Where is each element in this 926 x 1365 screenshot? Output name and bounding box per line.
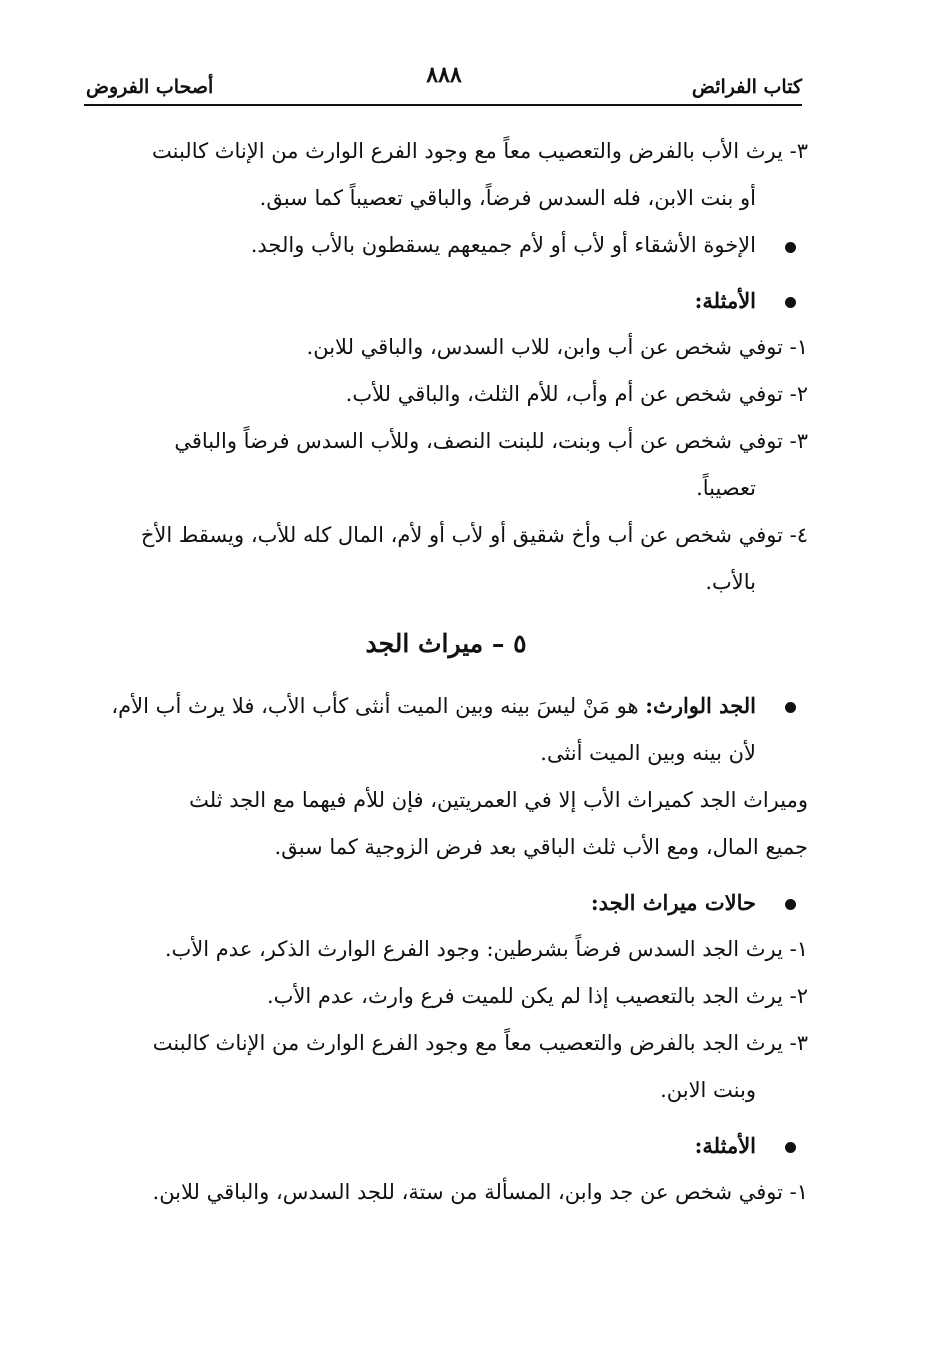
example-2: ٢- توفي شخص عن أم وأب، للأم الثلث، والباقي للأب. [345,382,808,406]
grandfather-case-2: ٢- يرث الجد بالتعصيب إذا لم يكن للميت فرع وارث، عدم الأب. [267,984,808,1008]
cases-heading-text: حالات ميراث الجد: [590,890,756,915]
father-case-3-line-1: ٣- يرث الأب بالفرض والتعصيب معاً مع وجود الفرع الوارث من الإناث كالبنت [152,139,808,163]
grandfather-definition-text: هو مَنْ ليسَ بينه وبين الميت أنثى كأب الأب، فلا يرث أب الأم، [111,694,639,718]
grandfather-case-1: ١- يرث الجد السدس فرضاً بشرطين: وجود الفرع الوارث الذكر، عدم الأب. [164,937,808,961]
examples-heading-2-text: الأمثلة: [694,1133,756,1158]
bullet-icon [785,242,796,253]
brothers-note-text: الإخوة الأشقاء أو لأب أو لأم جميعهم يسقطون بالأب والجد. [250,233,756,257]
page-number: ٨٨٨ [426,62,462,88]
grandfather-case-3-line-2: وبنت الابن. [660,1078,756,1102]
book-title: كتاب الفرائض [691,76,802,98]
bullet-icon [785,297,796,308]
bullet-icon [785,702,796,713]
header-rule [84,104,802,106]
examples-heading-1 [84,277,808,324]
grandfather-case-3-line-1: ٣- يرث الجد بالفرض والتعصيب معاً مع وجود الفرع الوارث من الإناث كالبنت [152,1031,808,1055]
examples-heading-2 [84,1122,808,1169]
examples-heading-1-text: الأمثلة: [694,288,756,313]
grandfather-example-1: ١- توفي شخص عن جد وابن، المسألة من ستة، للجد السدس، والباقي للابن. [152,1180,808,1204]
example-4-line-2: بالأب. [705,570,756,594]
grandfather-inheritance-line-1: وميراث الجد كميراث الأب إلا في العمريتين، فإن للأم فيهما مع الجد ثلث [189,788,808,812]
grandfather-inheritance-line-2: جميع المال، ومع الأب ثلث الباقي بعد فرض الزوجية كما سبق. [274,835,808,859]
grandfather-definition-line-2: لأن بينه وبين الميت أنثى. [540,741,756,765]
example-3-line-2: تعصيباً. [696,476,756,500]
brothers-note [84,222,808,269]
page-header [86,62,802,102]
example-4-line-1: ٤- توفي شخص عن أب وأخ شقيق أو لأب أو لأم، المال كله للأب، ويسقط الأخ [140,523,808,547]
running-section-title: أصحاب الفروض [86,76,214,98]
cases-heading [84,879,808,926]
bullet-icon [785,899,796,910]
example-1: ١- توفي شخص عن أب وابن، للاب السدس، والباقي للابن. [306,335,808,359]
page-content [84,128,808,1216]
example-3-line-1: ٣- توفي شخص عن أب وبنت، للبنت النصف، وللأب السدس فرضاً والباقي [174,429,808,453]
father-case-3-line-2: أو بنت الابن، فله السدس فرضاً، والباقي تعصيباً كما سبق. [259,186,756,210]
section-5-title: ٥ – ميراث الجد [365,629,527,658]
bullet-icon [785,1142,796,1153]
grandfather-term: الجد الوارث: [645,693,756,718]
grandfather-definition [84,682,808,777]
